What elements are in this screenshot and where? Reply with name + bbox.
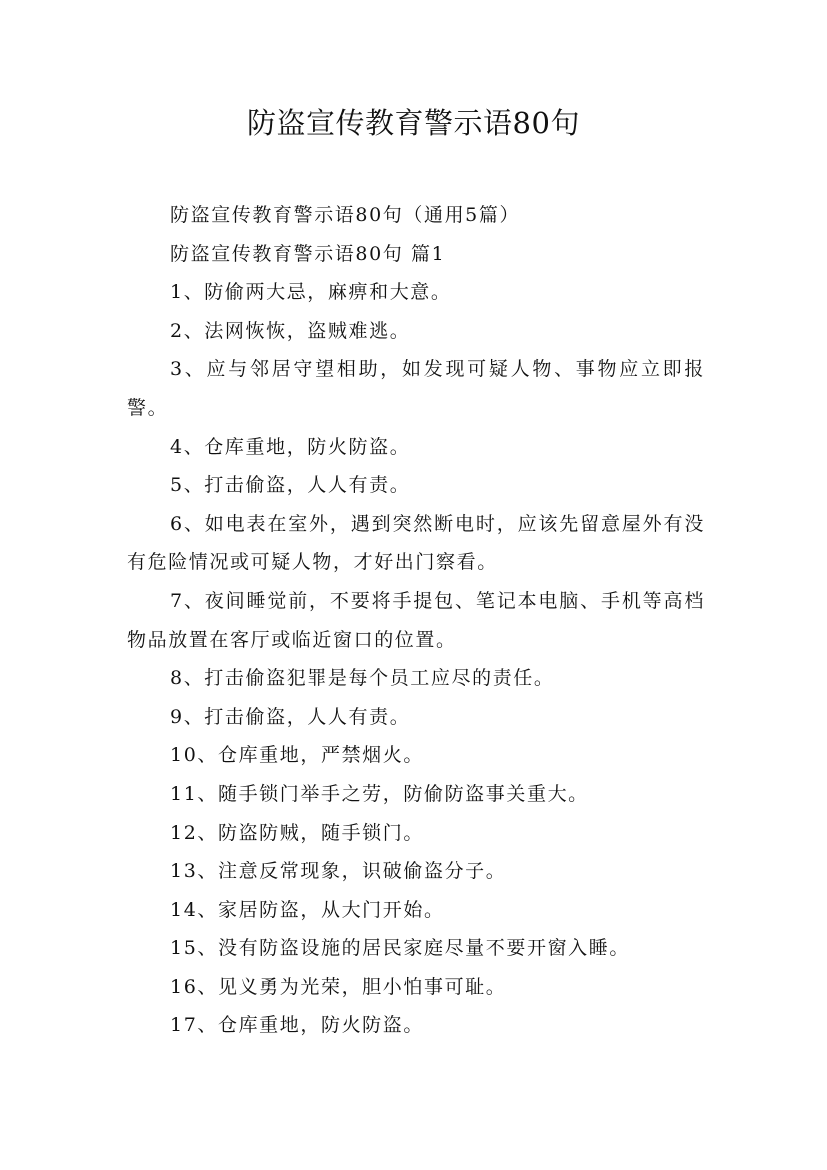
slogan-item: 1、防偷两大忌，麻痹和大意。 (170, 281, 452, 304)
slogan-item: 10、仓库重地，严禁烟火。 (170, 744, 424, 767)
slogan-item: 7、夜间睡觉前，不要将手提包、笔记本电脑、手机等高档物品放置在客厅或临近窗口的位置。 (127, 589, 705, 651)
section-heading: 防盗宣传教育警示语80句 篇1 (170, 242, 446, 265)
document-title: 防盗宣传教育警示语80句 (247, 106, 580, 140)
slogan-item: 4、仓库重地，防火防盗。 (170, 435, 411, 458)
slogan-item: 15、没有防盗设施的居民家庭尽量不要开窗入睡。 (170, 937, 630, 960)
document-body (127, 196, 705, 1045)
slogan-item: 17、仓库重地，防火防盗。 (170, 1014, 424, 1037)
slogan-item: 13、注意反常现象，识破偷盗分子。 (170, 860, 507, 883)
slogan-item: 9、打击偷盗，人人有责。 (170, 705, 411, 728)
slogan-item: 3、应与邻居守望相助，如发现可疑人物、事物应立即报警。 (127, 358, 705, 419)
slogan-item: 2、法网恢恢，盗贼难逃。 (170, 319, 411, 342)
slogan-item: 11、随手锁门举手之劳，防偷防盗事关重大。 (170, 782, 589, 805)
slogan-item: 6、如电表在室外，遇到突然断电时，应该先留意屋外有没有危险情况或可疑人物，才好出门察看。 (127, 512, 705, 574)
subtitle-line: 防盗宣传教育警示语80句（通用5篇） (170, 204, 521, 226)
slogan-item: 14、家居防盗，从大门开始。 (170, 898, 445, 921)
slogan-item: 8、打击偷盗犯罪是每个员工应尽的责任。 (170, 667, 555, 690)
slogan-item: 16、见义勇为光荣，胆小怕事可耻。 (170, 975, 507, 998)
slogan-item: 12、防盗防贼，随手锁门。 (170, 821, 424, 844)
slogan-item: 5、打击偷盗，人人有责。 (170, 474, 411, 497)
